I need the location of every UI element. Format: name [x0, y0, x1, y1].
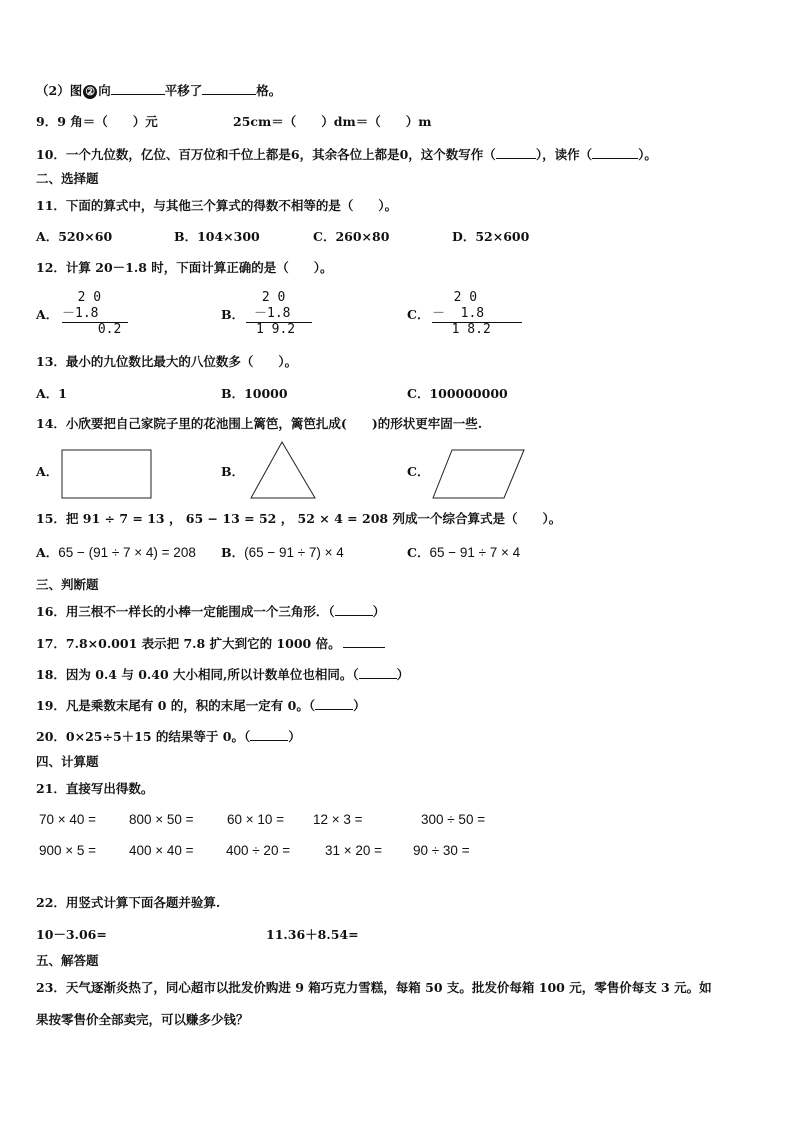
option-b[interactable]: B．104×300 [174, 229, 260, 244]
triangle-shape [248, 440, 318, 502]
minuend: 2 0 [62, 290, 102, 305]
option-c-label[interactable]: C． [407, 464, 430, 479]
question-17 [36, 635, 385, 652]
option-a-label[interactable]: A． [36, 464, 59, 479]
option-label: C． [407, 545, 430, 560]
question-number: 17． [36, 636, 66, 651]
question-text: 天气逐渐炎热了，同心超市以批发价购进 9 箱巧克力雪糕，每箱 50 支。批发价每箱 100 元，零售价每支 3 元。如 [65, 980, 712, 995]
calc-item[interactable]: 400 × 40 = [129, 843, 194, 858]
vertical-calc-b[interactable]: 11.36＋8.54= [266, 927, 359, 942]
subtrahend: －1.8 [254, 306, 291, 321]
result-line [432, 322, 522, 323]
question-15 [36, 511, 561, 527]
question-number: 10． [36, 147, 66, 162]
answer-blank[interactable] [343, 635, 385, 648]
question-10 [36, 146, 657, 163]
question-2-translate [36, 82, 281, 99]
option-b[interactable]: B．10000 [221, 386, 288, 401]
question-13 [36, 354, 297, 370]
circled-number-icon: ② [83, 85, 97, 99]
triangle-outline [251, 442, 315, 498]
rectangle-shape [60, 448, 154, 500]
answer-blank[interactable] [335, 603, 373, 616]
option-a[interactable] [36, 545, 196, 561]
question-text: ） [372, 604, 386, 619]
option-c-label[interactable]: C． [407, 307, 430, 322]
result-line [246, 322, 312, 323]
option-expression: 65 − 91 ÷ 7 × 4 [429, 545, 521, 560]
question-text: ）。 [638, 147, 657, 162]
question-number: 14． [36, 416, 66, 431]
parallelogram-outline [433, 450, 524, 498]
option-b[interactable] [221, 545, 344, 561]
option-b-label[interactable]: B． [221, 464, 245, 479]
question-text: 计算 20－1.8 时，下面计算正确的是（ ）。 [65, 260, 333, 275]
question-text: ） [353, 698, 366, 713]
question-text: 一个九位数，亿位、百万位和千位上都是6，其余各位上都是0，这个数写作（ [65, 147, 496, 162]
option-label: B． [221, 545, 245, 560]
part-label: （2）图 [36, 83, 83, 98]
answer-blank[interactable] [359, 666, 397, 679]
question-number: 9． [36, 114, 58, 129]
option-c[interactable] [407, 545, 520, 561]
question-number: 22． [36, 895, 66, 910]
question-16 [36, 603, 385, 620]
question-text: 因为 0.4 与 0.40 大小相同,所以计数单位也相同。（ [65, 667, 359, 682]
result-line [62, 322, 128, 323]
section-heading: 五、解答题 [36, 953, 99, 968]
question-11 [36, 198, 397, 214]
question-text: 凡是乘数末尾有 0 的，积的末尾一定有 0。（ [65, 698, 316, 713]
parallelogram-shape [431, 448, 527, 502]
answer-blank[interactable] [315, 697, 353, 710]
vertical-calc-a[interactable]: 10－3.06= [36, 927, 107, 942]
calc-item[interactable]: 90 ÷ 30 = [413, 843, 470, 858]
question-21 [36, 781, 153, 797]
question-number: 16． [36, 604, 66, 619]
question-23-continued: 果按零售价全部卖完，可以赚多少钱？ [36, 1012, 249, 1027]
section-heading: 二、选择题 [36, 171, 99, 186]
answer-blank[interactable] [250, 728, 288, 741]
answer-blank[interactable] [592, 146, 638, 159]
question-text: 最小的九位数比最大的八位数多（ ）。 [65, 354, 298, 369]
question-9-part-b: 25cm＝（ ）dm＝（ ）m [233, 114, 432, 129]
vertical-subtraction-a [62, 290, 121, 338]
answer-blank[interactable] [202, 82, 256, 95]
question-number: 15． [36, 511, 66, 526]
question-number: 13． [36, 354, 66, 369]
subtrahend: － 1.8 [432, 306, 485, 321]
question-text: 把 91 ÷ 7 = 13 ， 65 − 13 = 52 ， 52 × 4 = 208 列成一个综合算式是（ ）。 [65, 511, 562, 526]
question-text: ） [288, 729, 301, 744]
calc-item[interactable]: 60 × 10 = [227, 812, 285, 827]
question-9 [36, 114, 158, 130]
question-19 [36, 697, 366, 714]
question-20 [36, 728, 301, 745]
section-heading: 四、计算题 [36, 754, 99, 769]
difference: 1 9.2 [256, 322, 296, 337]
minuend: 2 0 [438, 290, 478, 305]
calc-item[interactable]: 31 × 20 = [325, 843, 383, 858]
option-c[interactable]: C．100000000 [407, 386, 508, 401]
question-number: 20． [36, 729, 66, 744]
question-text: ） [396, 667, 410, 682]
question-number: 12． [36, 260, 66, 275]
option-label: A． [36, 545, 59, 560]
question-12 [36, 260, 333, 276]
question-number: 19． [36, 698, 66, 713]
option-b-label[interactable]: B． [221, 307, 245, 322]
calc-item[interactable]: 70 × 40 = [39, 812, 97, 827]
question-18 [36, 666, 409, 683]
unit-text: 格。 [256, 83, 282, 98]
calc-item[interactable]: 400 ÷ 20 = [226, 843, 291, 858]
question-number: 23． [36, 980, 66, 995]
question-22 [36, 895, 220, 911]
question-23 [36, 980, 712, 996]
calc-item[interactable]: 300 ÷ 50 = [421, 812, 486, 827]
question-text: 7.8×0.001 表示把 7.8 扩大到它的 1000 倍。 [65, 636, 341, 651]
direction-text: 向 [98, 83, 111, 98]
question-text: 小欣要把自己家院子里的花池围上篱笆，篱笆扎成( )的形状更牢固一些. [65, 416, 483, 431]
question-number: 11． [36, 198, 66, 213]
question-text: 0×25÷5＋15 的结果等于 0。（ [65, 729, 251, 744]
option-d[interactable]: D．52×600 [452, 229, 530, 244]
option-a[interactable]: A．1 [36, 386, 67, 401]
answer-blank[interactable] [111, 82, 165, 95]
vertical-subtraction-c [432, 290, 491, 338]
section-heading: 三、判断题 [36, 577, 99, 592]
question-text: 用竖式计算下面各题并验算. [65, 895, 221, 910]
difference: 1 8.2 [436, 322, 491, 337]
calc-item[interactable]: 800 × 50 = [129, 812, 194, 827]
question-14 [36, 416, 482, 432]
option-c[interactable]: C．260×80 [313, 229, 390, 244]
option-a-label[interactable]: A． [36, 307, 59, 322]
question-text: 下面的算式中，与其他三个算式的得数不相等的是（ ）。 [65, 198, 398, 213]
minuend: 2 0 [254, 290, 286, 305]
option-a[interactable]: A．520×60 [36, 229, 113, 244]
vertical-subtraction-b [246, 290, 295, 338]
question-9-part-a: 9 角＝（ ）元 [57, 114, 158, 129]
answer-blank[interactable] [496, 146, 536, 159]
question-text: 用三根不一样长的小棒一定能围成一个三角形．（ [65, 604, 335, 619]
question-number: 18． [36, 667, 66, 682]
calc-item[interactable]: 12 × 3 = [313, 812, 363, 827]
option-expression: 65 − (91 ÷ 7 × 4) = 208 [58, 545, 196, 560]
move-text: 平移了 [164, 83, 203, 98]
difference: 0.2 [90, 322, 122, 337]
question-text: 直接写出得数。 [65, 781, 154, 796]
rectangle-outline [62, 450, 151, 498]
question-number: 21． [36, 781, 66, 796]
calc-item[interactable]: 900 × 5 = [39, 843, 97, 858]
subtrahend: －1.8 [62, 306, 99, 321]
option-expression: (65 − 91 ÷ 7) × 4 [244, 545, 344, 560]
question-text: ），读作（ [535, 147, 593, 162]
